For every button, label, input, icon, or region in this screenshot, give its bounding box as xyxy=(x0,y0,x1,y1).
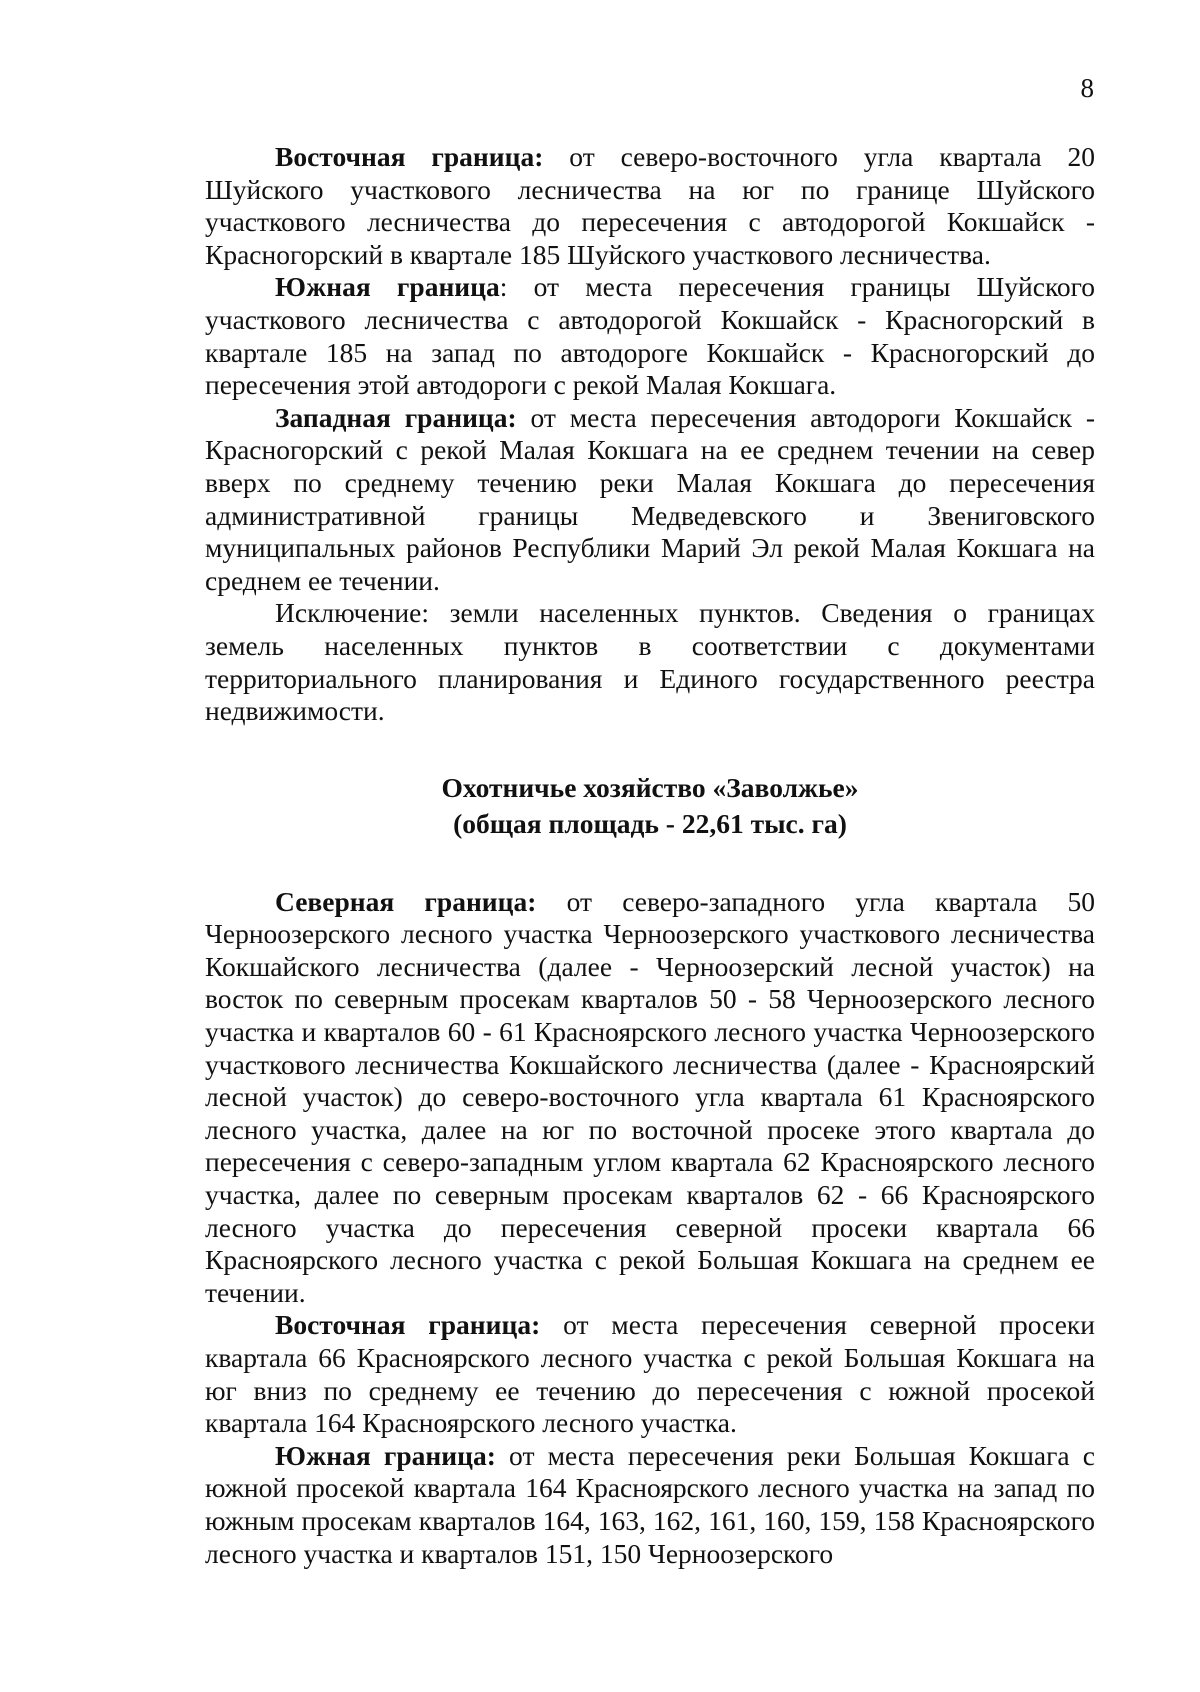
paragraph-text: от места пересечения северной просеки квартала 66 Красноярского лесного участка с рекой Большая Кокшага на юг вниз по среднему ее течению до пересечения с южной просекой квартала 164 Красноярского лесного участка. xyxy=(205,1309,1095,1439)
document-body xyxy=(205,141,1095,1570)
paragraph-text: от северо-восточного угла квартала 20 Шуйского участкового лесничества на юг по границе Шуйского участкового лесничества до пересечения с автодорогой Кокшайск - Красногорский в квартале 185 Шуйского участкового лесничества. xyxy=(205,141,1095,270)
paragraph-text: от места пересечения реки Большая Кокшага с южной просекой квартала 164 Красноярского лесного участка на запад по южным просекам кварталов 164, 163, 162, 161, 160, 159, 158 Красноярского лесного участка и кварталов 151, 150 Черноозерского xyxy=(205,1439,1096,1569)
section-subtitle: (общая площадь - 22,61 тыс. га) xyxy=(453,807,847,839)
paragraph-north-border xyxy=(205,886,1095,1310)
paragraph-label: Южная граница: xyxy=(275,1439,496,1471)
section-title: Охотничье хозяйство «Заволжье» xyxy=(441,771,859,803)
paragraph-label: Восточная граница: xyxy=(275,1309,541,1341)
paragraph-west-border xyxy=(205,402,1095,598)
paragraph-text: Исключение: земли населенных пунктов. Сведения о границах земель населенных пунктов в соответствии с документами территориального планирования и Единого государственного реестра недвижимости. xyxy=(205,597,1095,727)
paragraph-label: Западная граница: xyxy=(275,401,517,433)
paragraph-text: : от места пересечения границы Шуйского участкового лесничества с автодорогой Кокшайск - Красногорский в квартале 185 на запад по автодороге Кокшайск - Красногорский до пересечения этой автодороги с рекой Малая Кокшага. xyxy=(205,271,1096,401)
paragraph-label: Восточная граница: xyxy=(275,141,544,172)
paragraph-exception xyxy=(205,597,1095,727)
section-heading xyxy=(205,770,1095,842)
paragraph-east-border-2 xyxy=(205,1309,1095,1439)
paragraph-text: от места пересечения автодороги Кокшайск - Красногорский с рекой Малая Кокшага на ее среднем течении на север вверх по среднему течению реки Малая Кокшага до пересечения административной границы Медведевского и Звениговского муниципальных районов Республики Марий Эл рекой Малая Кокшага на среднем ее течении. xyxy=(205,401,1095,596)
paragraph-label: Северная граница: xyxy=(275,885,537,917)
paragraph-south-border xyxy=(205,271,1095,401)
paragraph-south-border-2 xyxy=(205,1440,1095,1570)
paragraph-text: от северо-западного угла квартала 50 Черноозерского лесного участка Черноозерского участкового лесничества Кокшайского лесничества (далее - Черноозерский лесной участок) на восток по северным просекам кварталов 50 - 58 Черноозерского лесного участка и кварталов 60 - 61 Красноярского лесного участка Черноозерского участкового лесничества Кокшайского лесничества (далее - Красноярский лесной участок) до северо-восточного угла квартала 61 Красноярского лесного участка, далее на юг по восточной просеке этого квартала до пересечения с северо-западным углом квартала 62 Красноярского лесного участка, далее по северным просекам кварталов 62 - 66 Красноярского лесного участка до пересечения северной просеки квартала 66 Красноярского лесного участка с рекой Большая Кокшага на среднем ее течении. xyxy=(205,885,1096,1308)
page-number: 8 xyxy=(1080,73,1094,103)
paragraph-east-border xyxy=(205,141,1095,271)
paragraph-label: Южная граница xyxy=(275,271,500,303)
